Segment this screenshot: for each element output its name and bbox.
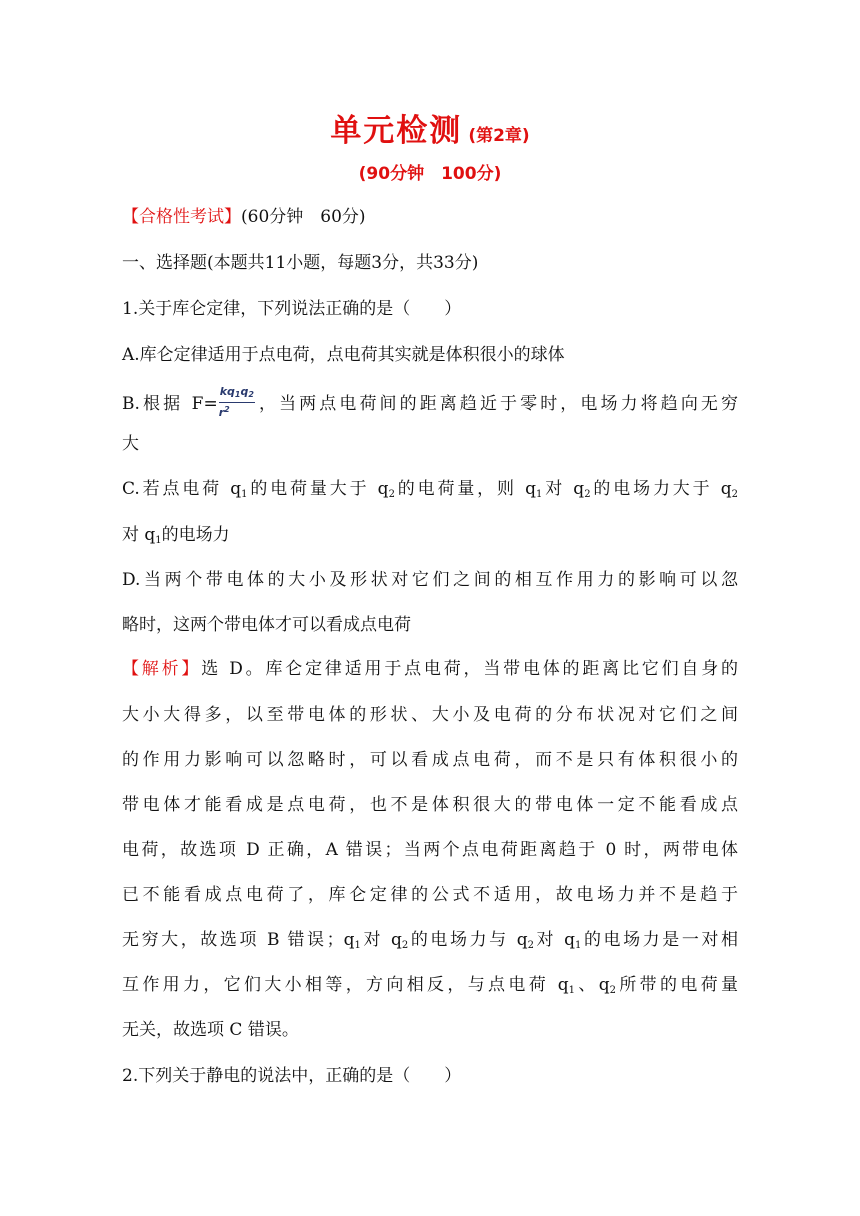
option-b-prefix: B.根据 F= [122,394,218,414]
analysis-line-9: 无关，故选项 C 错误。 [122,1020,299,1040]
page-title [0,105,860,150]
section-label: 【合格性考试】 [122,207,241,227]
formula-q: q [240,385,249,398]
q1-option-a: A.库仑定律适用于点电荷，点电荷其实就是体积很小的球体 [122,345,565,365]
formula-numerator [219,386,255,403]
analysis-line-4: 带电体才能看成是点电荷，也不是体积很大的带电体一定不能看成点 [122,795,738,815]
analysis-line-2: 大小大得多，以至带电体的形状、大小及电荷的分布状况对它们之间 [122,705,738,725]
part-one-heading: 一、选择题(本题共11小题，每题3分，共33分) [122,253,479,273]
section-info: (60分钟 60分) [241,207,366,227]
title-chapter: (第2章) [468,126,530,146]
q1-option-c-line2: 对 q1的电场力 [122,525,230,546]
formula-sub-1: 1 [234,390,241,399]
q1-option-c-line1: C.若点电荷 q1的电荷量大于 q2的电荷量，则 q1对 q2的电场力大于 q2 [122,479,738,500]
analysis-line-8: 互作用力，它们大小相等，方向相反，与点电荷 q1、q2所带的电荷量 [122,975,738,996]
option-b-text: ，当两点电荷间的距离趋近于零时，电场力将趋向无穷 [255,394,738,414]
analysis-line-5: 电荷，故选项 D 正确，A 错误；当两个点电荷距离趋于 0 时，两带电体 [122,840,738,860]
analysis-line-6: 已不能看成点电荷了，库仑定律的公式不适用，故电场力并不是趋于 [122,885,738,905]
q1-option-d-line1: D.当两个带电体的大小及形状对它们之间的相互作用力的影响可以忽 [122,570,738,590]
question-2-stem: 2.下列关于静电的说法中，正确的是（ ） [122,1066,462,1086]
q1-option-d-line2: 略时，这两个带电体才可以看成点电荷 [122,615,411,635]
formula-sup-2: 2 [224,405,230,414]
time-score-subtitle: (90分钟 100分) [358,164,502,184]
section-heading [122,205,738,229]
analysis-line-3: 的作用力影响可以忽略时，可以看成点电荷，而不是只有体积很小的 [122,750,738,770]
formula-sub-2: 2 [248,390,254,399]
analysis-label: 【解析】 [122,659,202,679]
title-main: 单元检测 [330,113,463,149]
q1-option-b-cont: 大 [122,434,139,454]
formula-denominator [219,403,255,419]
q1-option-b [122,385,738,421]
analysis-line-7: 无穷大，故选项 B 错误；q1对 q2的电场力与 q2对 q1的电场力是一对相 [122,930,738,951]
question-1-stem: 1.关于库仑定律，下列说法正确的是（ ） [122,299,462,319]
formula-kq: kq [219,385,235,398]
coulomb-formula [219,386,255,419]
analysis-line-1: 【解析】选 D。库仑定律适用于点电荷，当带电体的距离比它们自身的 [122,659,739,679]
formula-r: r [218,406,225,419]
